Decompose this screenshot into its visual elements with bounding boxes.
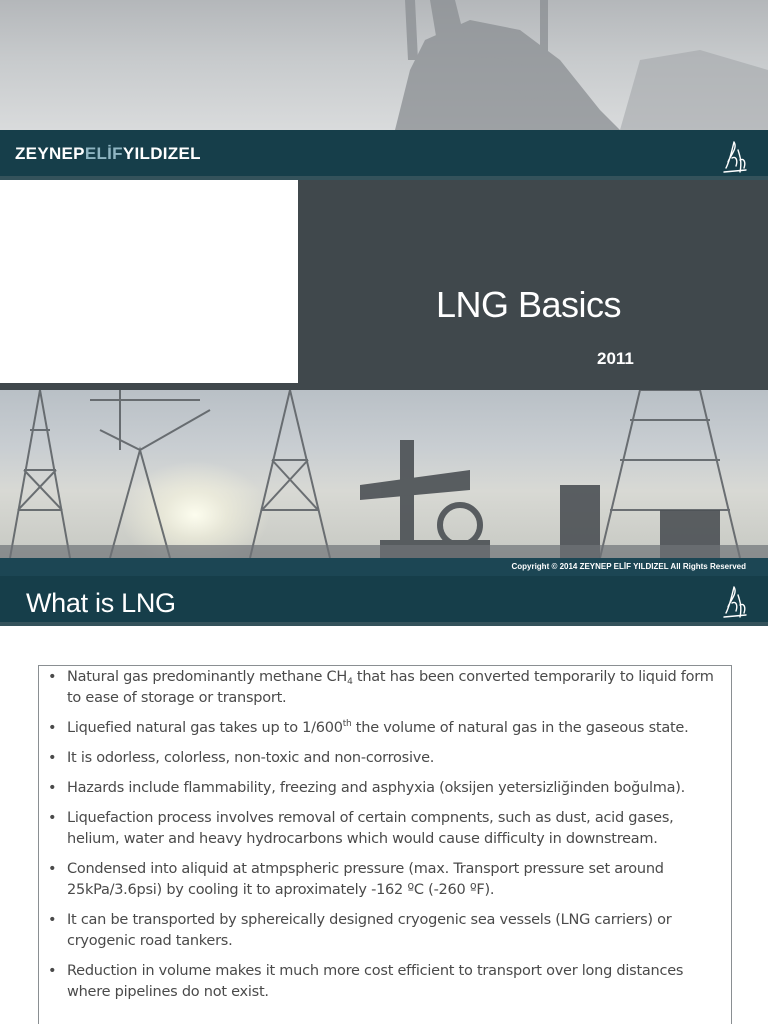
content-slide (0, 576, 768, 1024)
bullet-item: • Condensed into aliquid at atmpspheric pressure (max. Transport pressure set around 25kPa/3.6psi) by cooling it to aproximately -162 ºC (-260 ºF). (39, 859, 731, 901)
copyright-text: Copyright © 2014 ZEYNEP ELİF YILDIZEL All Rights Reserved (511, 562, 746, 571)
brand-name-last: YILDIZEL (122, 144, 201, 163)
brand-name (15, 144, 201, 164)
brand-bar (0, 130, 768, 180)
bullet-item: • Liquefied natural gas takes up to 1/600th the volume of natural gas in the gaseous state. (39, 718, 731, 739)
signature-logo-icon (722, 583, 748, 621)
presentation-year: 2011 (597, 349, 634, 368)
bullet-item: • It can be transported by sphereically designed cryogenic sea vessels (LNG carriers) or cryogenic road tankers. (39, 910, 731, 952)
oil-field-silhouette (0, 390, 768, 558)
presentation-title: LNG Basics (436, 284, 622, 325)
bullet-item: • Natural gas predominantly methane $CH_4$ that has been converted temporarily to liquid form to ease of storage or transport. (39, 667, 731, 709)
bullet-list (39, 666, 731, 1012)
oil-field-photo (0, 390, 768, 558)
bullet-item: • Liquefaction process involves removal of certain compnents, such as dust, acid gases, helium, water and heavy hydrocarbons which would cause difficulty in downstream. (39, 808, 731, 850)
brand-name-first: ZEYNEP (15, 144, 85, 163)
slide-header (0, 576, 768, 626)
pumpjack-silhouette (0, 0, 768, 130)
bullet-content-box (38, 665, 732, 1024)
slide-title: What is LNG (26, 588, 176, 618)
bullet-item: • Hazards include flammability, freezing and asphyxia (oksijen yetersizliğinden boğulma). (39, 778, 731, 799)
logo-placeholder-box (0, 180, 298, 383)
oil-pump-photo-top (0, 0, 768, 130)
copyright-bar (0, 558, 768, 576)
signature-logo-icon (722, 138, 748, 176)
bullet-item: • Reduction in volume makes it much more cost efficient to transport over long distances where pipelines do not exist. (39, 961, 731, 1003)
brand-name-middle: ELİF (84, 144, 123, 163)
slide-header-strip (0, 622, 768, 626)
bullet-item: • It is odorless, colorless, non-toxic and non-corrosive. (39, 748, 731, 769)
